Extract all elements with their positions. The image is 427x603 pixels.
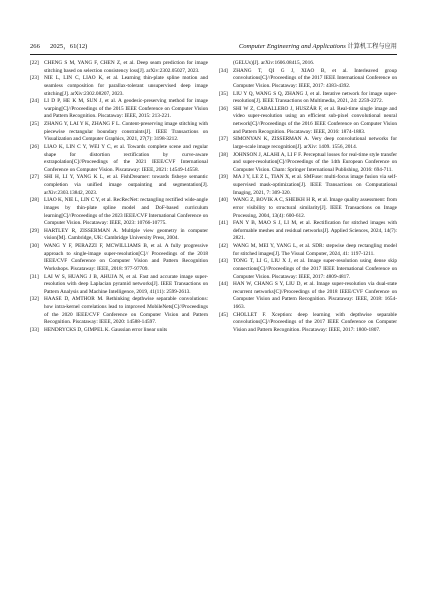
- reference-text: LIAO K, NIE L, LIN C Y, et al. RecRecNet: rectangling rectified wide-angle images by thin-plate spline model and DoF-based curriculum learning[C]//Proceedings of the 2023 IEEE/CVF International Conference on Computer Vision. Piscataway: IEEE, 2023: 10766-10775.: [44, 197, 209, 227]
- reference-text: HAN W, CHANG S Y, LIU D, et al. Image super-resolution via dual-state recurrent networks[C]//Proceedings of the 2018 IEEE/CVF Conference on Computer Vision and Pattern Recognition. Piscataway: IEEE, 2018: 1654-1663.: [233, 281, 397, 310]
- reference-item: [30, 75, 208, 98]
- reference-text: LAI W S, HUANG J B, AHUJA N, et al. Fast and accurate image super-resolution with deep Laplacian pyramid networks[J]. IEEE Transactions on Pattern Analysis and Machine Intelligence, 2019, 41(11): 2599-2613.: [44, 273, 208, 295]
- reference-text: WANG M, MEI Y, YANG L, et al. SDR: stepwise deep rectangling model for stitched images[J]. The Visual Computer, 2024, 41: 1197-1211.: [233, 243, 397, 257]
- reference-text: LIAO K, LIN C Y, WEI Y C, et al. Towards complete scene and regular shape for distortion rectification by curve-aware extrapolation[C]//Proceedings of the 2021 IEEE/CVF International Conference on Computer Vision. Piscataway: IEEE, 2021: 14549-14558.: [44, 143, 208, 173]
- reference-text: TONG T, LI G, LIU X J, et al. Image super-resolution using dense skip connections[C]//Proceedings of the 2017 IEEE International Conference on Computer Vision. Piscataway: IEEE, 2017: 4809-4817.: [233, 258, 397, 280]
- reference-item: [219, 197, 397, 220]
- reference-text: WANG Y F, PERAZZI F, MCWILLIAMS B, et al. A fully progressive approach to single-image super-resolution[C]// Proceedings of the 2018 IEEE/CVF Conference on Computer Vision and Pattern Recognition Workshops. Piscataway: IEEE, 2018: 977-97709.: [44, 243, 208, 272]
- reference-text: ZHANG Y, LAI Y K, ZHANG F L. Content-preserving image stitching with piecewise rectangular boundary constraints[J]. IEEE Transactions on Visualization and Computer Graphics, 2021, 27(7): 3198-3212.: [44, 121, 208, 143]
- reference-text: SHI W Z, CABALLERO J, HUSZÁR F, et al. Real-time single image and video super-resolution using an efficient sub-pixel convolutional neural network[C]//Proceedings of the 2016 IEEE Conference on Computer Vision and Pattern Recognition. Piscataway: IEEE, 2016: 1874-1883.: [233, 105, 397, 135]
- reference-text: ZHANG T, QI G J, XIAO B, et al. Interleaved group convolutions[C]//Proceedings of the 2017 IEEE International Conference on Computer Vision. Piscataway: IEEE, 2017: 4383-4392.: [233, 67, 397, 89]
- reference-number: [31]: [30, 273, 39, 280]
- reference-number: [38]: [219, 151, 228, 158]
- reference-number: [22]: [30, 60, 39, 66]
- reference-item: [219, 220, 397, 243]
- reference-number: [42]: [219, 243, 228, 249]
- reference-text: CHOLLET F. Xception: deep learning with depthwise separable convolutions[C]//Proceedings of the 2017 IEEE Conference on Computer Vision and Pattern Recognition. Piscataway: IEEE, 2017: 1800-1807.: [233, 311, 397, 333]
- reference-text: LIU Y Q, WANG S Q, ZHANG J, et al. Iterative network for image super-resolution[J]. IEEE Transactions on Multimedia, 2021, 24: 2259-2272.: [233, 90, 397, 105]
- journal-title-cn: 计算机工程与应用: [347, 43, 397, 50]
- reference-item: [30, 174, 208, 197]
- reference-text: FAN Y B, MAO S J, LI M, et al. Rectification for stitched images with deformable meshes and residual networks[J]. Applied Sciences, 2024, 14(7): 2821.: [233, 220, 397, 242]
- reference-number: [23]: [30, 75, 39, 82]
- reference-number: [45]: [219, 311, 228, 318]
- reference-item: [30, 197, 208, 228]
- reference-item: [219, 258, 397, 281]
- reference-item: [30, 327, 208, 335]
- reference-item: [219, 243, 397, 258]
- reference-number: [25]: [30, 121, 39, 127]
- reference-number: [37]: [219, 136, 228, 143]
- reference-number: [24]: [30, 98, 39, 105]
- reference-number: [32]: [30, 296, 39, 303]
- reference-number: [39]: [219, 174, 228, 181]
- reference-text: SHI H, LI Y, YANG K L, et al. FishDreamer: towards fisheye semantic completion via unified image outpainting and segmentation[J]. arXiv:2303.13842, 2023.: [44, 174, 208, 196]
- reference-text: JOHNSON J, ALAHI A, LI F F. Perceptual losses for real-time style transfer and super-resolution[C]//Proceedings of the 14th European Conference on Computer Vision. Cham: Springer International Publishing, 2016: 694-711.: [233, 151, 397, 173]
- reference-number: [29]: [30, 227, 39, 234]
- reference-number: [35]: [219, 90, 228, 97]
- reference-number: [43]: [219, 258, 228, 265]
- reference-number: [33]: [30, 326, 39, 333]
- reference-text: MA J Y, LE Z L, TIAN X, et al. SMFuse: multi-focus image fusion via self-supervised mask-optimization[J]. IEEE Transactions on Computational Imaging, 2021, 7: 309-320.: [233, 174, 397, 196]
- reference-text: NIE L, LIN C, LIAO K, et al. Learning thin-plate spline motion and seamless composition for parallax-tolerant unsupervised deep image stitching[J]. arXiv:2302.08207, 2023.: [44, 75, 208, 97]
- reference-number: [28]: [30, 197, 39, 204]
- reference-text: HARTLEY R, ZISSERMAN A. Multiple view geometry in computer vision[M]. Cambridge, UK: Cambridge University Press, 2004.: [44, 227, 208, 242]
- reference-item: [30, 274, 208, 297]
- reference-item: [219, 106, 397, 137]
- reference-item: [219, 174, 397, 197]
- reference-text: SIMONYAN K, ZISSERMAN A. Very deep convolutional networks for large-scale image recognition[J]. arXiv: 1409. 1556, 2014.: [233, 136, 397, 150]
- reference-number: [30]: [30, 243, 39, 249]
- reference-item: [30, 144, 208, 175]
- reference-number: [44]: [219, 281, 228, 288]
- reference-item: [30, 121, 208, 144]
- page-number: 266: [30, 43, 40, 50]
- reference-item: [30, 98, 208, 121]
- references-left-column: [30, 60, 208, 335]
- reference-text: HENDRYCKS D, GIMPEL K. Gaussian error linear units: [44, 326, 168, 333]
- reference-number: [36]: [219, 105, 228, 112]
- reference-text: LI D P, HE K M, SUN J, et al. A geodesic-preserving method for image warping[C]//Proceedings of the 2015 IEEE Conference on Computer Vision and Pattern Recognition. Piscataway: IEEE, 2015: 213-221.: [44, 98, 208, 120]
- reference-text: HAASE D, AMTHOR M. Rethinking depthwise separable convolutions: how intra-kernel correlations lead to improved MobileNets[C]//Proceedings of the 2020 IEEE/CVF Conference on Computer Vision and Pattern Recognition. Piscataway: IEEE, 2020: 14588-14597.: [44, 296, 208, 326]
- reference-item: [219, 68, 397, 91]
- reference-item: [30, 296, 208, 327]
- volume-issue: 2025，61(12): [50, 43, 88, 50]
- running-header: [30, 41, 397, 53]
- references-right-column: [219, 60, 397, 335]
- reference-number: [27]: [30, 174, 39, 181]
- reference-item: [219, 91, 397, 106]
- header-rule: [30, 54, 397, 55]
- reference-item: [219, 136, 397, 151]
- reference-item: [219, 281, 397, 312]
- journal-title-en: Computer Engineering and Applications: [238, 43, 346, 50]
- reference-item: [30, 60, 208, 75]
- reference-text: CHENG S M, YANG F, CHEN Z, et al. Deep seam prediction for image stitching based on selection consistency loss[J]. arXiv:2302.05027, 2023.: [44, 60, 208, 74]
- reference-item: [219, 152, 397, 175]
- reference-continuation: (GELUs)[J]. arXiv:1606.08415, 2016.: [233, 60, 315, 66]
- reference-item: [30, 243, 208, 274]
- reference-number: [26]: [30, 143, 39, 150]
- reference-number: [41]: [219, 220, 228, 227]
- journal-title: [239, 41, 397, 53]
- reference-text: WANG Z, BOVIK A C, SHEIKH H R, et al. Image quality assessment: from error visibility to structural similarity[J]. IEEE Transactions on Image Processing, 2004, 13(4): 600-612.: [233, 197, 397, 219]
- reference-item: [30, 228, 208, 243]
- reference-number: [34]: [219, 67, 228, 74]
- reference-item: [219, 312, 397, 335]
- reference-number: [40]: [219, 197, 228, 204]
